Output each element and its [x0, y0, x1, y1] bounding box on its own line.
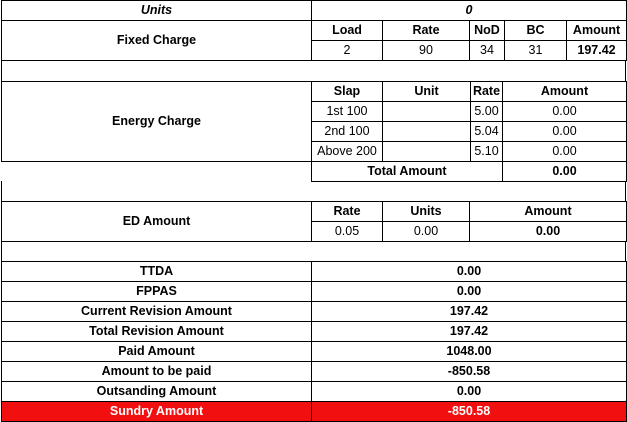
energy-rate: 5.04: [471, 122, 503, 142]
sundry-label: Sundry Amount: [2, 402, 312, 422]
summary-value: 197.42: [312, 322, 627, 342]
energy-header-amount: Amount: [503, 82, 627, 102]
summary-value: 0.00: [312, 262, 627, 282]
energy-total-label: Total Amount: [312, 162, 503, 182]
fixed-value-amount: 197.42: [567, 41, 627, 61]
summary-row-fppas: [2, 282, 627, 302]
summary-value: 0.00: [312, 282, 627, 302]
energy-charge-label: Energy Charge: [2, 82, 312, 162]
fixed-charge-label: Fixed Charge: [2, 21, 312, 61]
energy-header-slap: Slap: [312, 82, 383, 102]
summary-label: Amount to be paid: [2, 362, 312, 382]
spacer-row: [1, 181, 626, 201]
spacer-row: [1, 241, 626, 261]
ed-header-amount: Amount: [470, 202, 627, 222]
sundry-value: -850.58: [312, 402, 627, 422]
units-label: Units: [2, 1, 312, 21]
summary-value: 197.42: [312, 302, 627, 322]
sundry-row: [2, 402, 627, 422]
summary-label: Current Revision Amount: [2, 302, 312, 322]
summary-row-total-revision: [2, 322, 627, 342]
energy-slap: 1st 100: [312, 102, 383, 122]
summary-label: Total Revision Amount: [2, 322, 312, 342]
energy-rate: 5.00: [471, 102, 503, 122]
energy-unit: [383, 142, 471, 162]
fixed-header-rate: Rate: [383, 21, 470, 41]
energy-header-unit: Unit: [383, 82, 471, 102]
fixed-header-amount: Amount: [567, 21, 627, 41]
fixed-header-nod: NoD: [470, 21, 505, 41]
fixed-value-load: 2: [312, 41, 383, 61]
energy-slap: Above 200: [312, 142, 383, 162]
summary-value: -850.58: [312, 362, 627, 382]
energy-amount: 0.00: [503, 122, 627, 142]
ed-header-rate: Rate: [312, 202, 383, 222]
energy-header-rate: Rate: [471, 82, 503, 102]
energy-charge-table: [1, 81, 627, 182]
energy-slap: 2nd 100: [312, 122, 383, 142]
spacer-row: [1, 61, 626, 81]
summary-label: Outsanding Amount: [2, 382, 312, 402]
summary-row-current-revision: [2, 302, 627, 322]
summary-row-ttda: [2, 262, 627, 282]
summary-row-paid: [2, 342, 627, 362]
ed-value-amount: 0.00: [470, 222, 627, 242]
ed-header-units: Units: [383, 202, 470, 222]
energy-unit: [383, 102, 471, 122]
fixed-value-bc: 31: [505, 41, 567, 61]
fixed-header-bc: BC: [505, 21, 567, 41]
ed-value-units: 0.00: [383, 222, 470, 242]
fixed-value-rate: 90: [383, 41, 470, 61]
energy-unit: [383, 122, 471, 142]
summary-value: 0.00: [312, 382, 627, 402]
summary-label: TTDA: [2, 262, 312, 282]
summary-row-to-be-paid: [2, 362, 627, 382]
energy-blank-cell: [2, 162, 312, 182]
ed-value-rate: 0.05: [312, 222, 383, 242]
energy-rate: 5.10: [471, 142, 503, 162]
summary-table: [1, 261, 627, 422]
summary-label: FPPAS: [2, 282, 312, 302]
summary-label: Paid Amount: [2, 342, 312, 362]
energy-amount: 0.00: [503, 102, 627, 122]
summary-value: 1048.00: [312, 342, 627, 362]
fixed-header-load: Load: [312, 21, 383, 41]
units-value: 0: [312, 1, 627, 21]
ed-amount-label: ED Amount: [2, 202, 312, 242]
energy-total-value: 0.00: [503, 162, 627, 182]
ed-amount-table: [1, 201, 627, 242]
fixed-value-nod: 34: [470, 41, 505, 61]
units-fixed-table: [1, 0, 627, 61]
energy-amount: 0.00: [503, 142, 627, 162]
summary-row-outstanding: [2, 382, 627, 402]
